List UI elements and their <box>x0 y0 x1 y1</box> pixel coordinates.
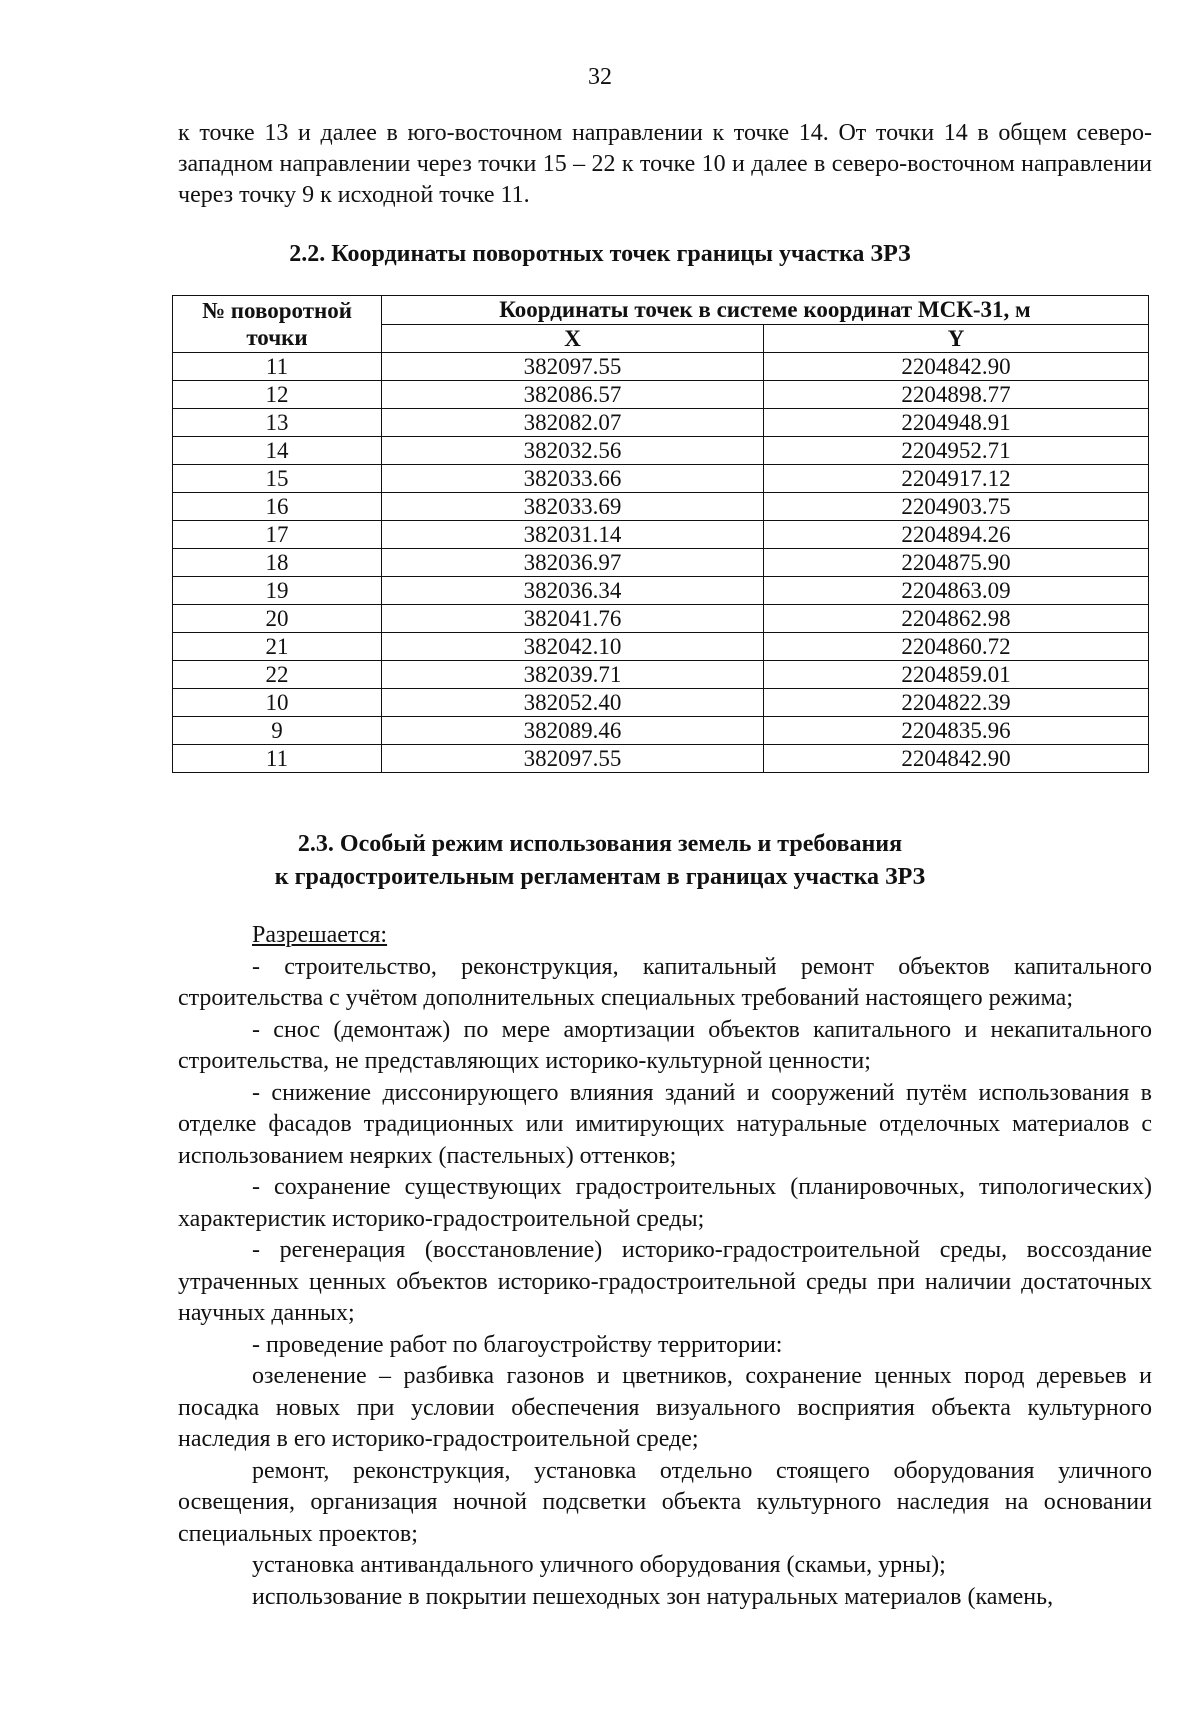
cell-point: 9 <box>173 717 382 745</box>
cell-x: 382033.69 <box>382 493 764 521</box>
section-23-title-line1: 2.3. Особый режим использования земель и требования <box>297 831 903 857</box>
table-row <box>173 689 1149 717</box>
coordinates-table <box>172 295 1149 773</box>
cell-x: 382052.40 <box>382 689 764 717</box>
cell-point: 15 <box>173 465 382 493</box>
table-row <box>173 465 1149 493</box>
table-row <box>173 353 1149 381</box>
header-x: X <box>382 324 764 353</box>
cell-point: 21 <box>173 633 382 661</box>
cell-x: 382036.97 <box>382 549 764 577</box>
cell-y: 2204822.39 <box>764 689 1149 717</box>
cell-point: 10 <box>173 689 382 717</box>
table-row <box>173 717 1149 745</box>
rule-item: - строительство, реконструкция, капитальный ремонт объектов капитального строительства с учётом дополнительных специальных требований настоящего режима; <box>178 953 1152 1011</box>
rule-item: - сохранение существующих градостроительных (планировочных, типологических) характеристик историко-градостроительной среды; <box>178 1174 1152 1232</box>
cell-x: 382042.10 <box>382 633 764 661</box>
rule-item: установка антивандального уличного оборудования (скамьи, урны); <box>252 1552 946 1578</box>
page-number: 32 <box>588 64 612 90</box>
cell-x: 382097.55 <box>382 745 764 773</box>
table-row <box>173 493 1149 521</box>
cell-y: 2204862.98 <box>764 605 1149 633</box>
table-row <box>173 521 1149 549</box>
table-row <box>173 437 1149 465</box>
cell-point: 11 <box>173 745 382 773</box>
cell-y: 2204842.90 <box>764 745 1149 773</box>
cell-point: 13 <box>173 409 382 437</box>
cell-y: 2204898.77 <box>764 381 1149 409</box>
cell-point: 11 <box>173 353 382 381</box>
cell-y: 2204863.09 <box>764 577 1149 605</box>
cell-point: 16 <box>173 493 382 521</box>
table-row <box>173 745 1149 773</box>
rule-item: ремонт, реконструкция, установка отдельно стоящего оборудования уличного освещения, организация ночной подсветки объекта культурного наследия на основании специальных проектов; <box>178 1457 1152 1547</box>
table-row <box>173 549 1149 577</box>
cell-x: 382039.71 <box>382 661 764 689</box>
rule-item: - регенерация (восстановление) историко-градостроительной среды, воссоздание утраченных ценных объектов историко-градостроительной среды при наличии достаточных научных данных; <box>178 1237 1152 1326</box>
cell-point: 22 <box>173 661 382 689</box>
table-row <box>173 409 1149 437</box>
cell-y: 2204835.96 <box>764 717 1149 745</box>
cell-x: 382041.76 <box>382 605 764 633</box>
cell-point: 14 <box>173 437 382 465</box>
cell-y: 2204859.01 <box>764 661 1149 689</box>
table-row <box>173 633 1149 661</box>
rule-item: озеленение – разбивка газонов и цветников, сохранение ценных пород деревьев и посадка новых при условии обеспечения визуального восприятия объекта культурного наследия в его историко-градостроительной среде; <box>178 1363 1152 1452</box>
cell-x: 382033.66 <box>382 465 764 493</box>
table-row <box>173 661 1149 689</box>
cell-y: 2204952.71 <box>764 437 1149 465</box>
cell-point: 20 <box>173 605 382 633</box>
cell-y: 2204875.90 <box>764 549 1149 577</box>
rule-item: - снос (демонтаж) по мере амортизации объектов капитального и некапитального строительства, не представляющих историко-культурной ценности; <box>178 1016 1152 1074</box>
cell-x: 382097.55 <box>382 353 764 381</box>
header-coordinates: Координаты точек в системе координат МСК-31, м <box>382 296 1149 325</box>
cell-y: 2204903.75 <box>764 493 1149 521</box>
allowed-label-text: Разрешается: <box>252 922 388 948</box>
cell-point: 18 <box>173 549 382 577</box>
section-23-title <box>0 828 1200 894</box>
cell-point: 19 <box>173 577 382 605</box>
cell-x: 382036.34 <box>382 577 764 605</box>
header-point-number: № поворотной точки <box>173 296 382 353</box>
cell-x: 382089.46 <box>382 717 764 745</box>
table-row <box>173 605 1149 633</box>
allowed-label <box>178 920 1152 952</box>
table-row <box>173 381 1149 409</box>
rule-item: использование в покрытии пешеходных зон натуральных материалов (камень, <box>252 1583 1054 1610</box>
section-23-title-line2: к градостроительным регламентам в границах участка ЗРЗ <box>274 864 926 890</box>
rules-block <box>178 920 1152 1613</box>
cell-y: 2204842.90 <box>764 353 1149 381</box>
rule-item: - проведение работ по благоустройству территории: <box>252 1331 783 1358</box>
header-y: Y <box>764 324 1149 353</box>
cell-x: 382086.57 <box>382 381 764 409</box>
rule-item: - снижение диссонирующего влияния зданий и сооружений путём использования в отделке фасадов традиционных или имитирующих натуральные отделочных материалов с использованием неярких (пастельных) оттенков; <box>178 1079 1152 1169</box>
cell-x: 382031.14 <box>382 521 764 549</box>
cell-x: 382082.07 <box>382 409 764 437</box>
cell-point: 12 <box>173 381 382 409</box>
table-row <box>173 577 1149 605</box>
section-22-title: 2.2. Координаты поворотных точек границы участка ЗРЗ <box>289 241 911 267</box>
cell-y: 2204917.12 <box>764 465 1149 493</box>
cell-x: 382032.56 <box>382 437 764 465</box>
cell-y: 2204948.91 <box>764 409 1149 437</box>
cell-point: 17 <box>173 521 382 549</box>
cell-y: 2204894.26 <box>764 521 1149 549</box>
intro-paragraph: к точке 13 и далее в юго-восточном направлении к точке 14. От точки 14 в общем северо-западном направлении через точки 15 – 22 к точке 10 и далее в северо-восточном направлении через точку 9 к исходной точке 11. <box>178 120 1152 208</box>
cell-y: 2204860.72 <box>764 633 1149 661</box>
